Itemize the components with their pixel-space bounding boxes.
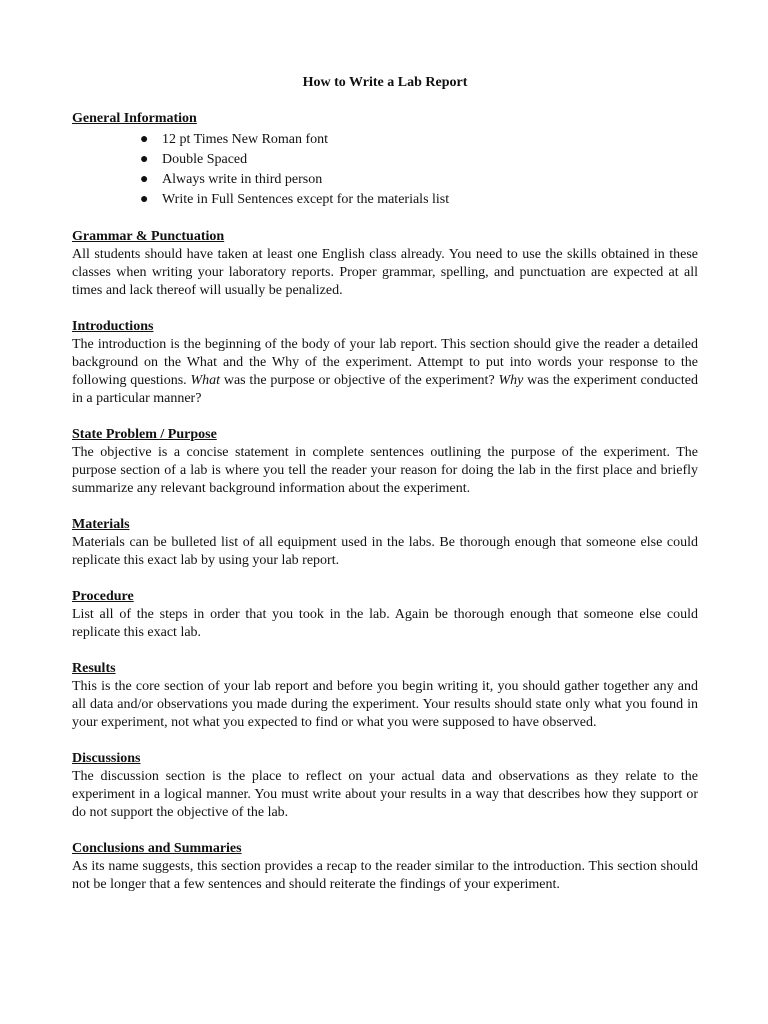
section-heading: Procedure — [72, 589, 134, 604]
bullet-icon: ● — [140, 152, 149, 167]
list-item-text: Double Spaced — [162, 152, 248, 167]
section-heading: Discussions — [72, 751, 141, 766]
section-body: This is the core section of your lab report and before you begin writing it, you should gather together any and all data and/or observations you made during the experiment. Your results should state only what you found in your experiment, not what you expected to find or what you were supposed to have observed. — [72, 679, 698, 730]
bullet-icon: ● — [140, 192, 149, 207]
section-state-problem — [72, 426, 698, 498]
body-text: was the experiment conducted in a particular manner? — [72, 373, 698, 406]
section-body: The objective is a concise statement in complete sentences outlining the purpose of the experiment. The purpose section of a lab is where you tell the reader your reason for doing the lab in the first place and briefly summarize any relevant background information about the experiment. — [72, 445, 698, 496]
body-text: The introduction is the beginning of the body of your lab report. This section should give the reader a detailed background on the What and the Why of the experiment. Attempt to put into words your response to the following questions. — [72, 337, 698, 388]
emphasis-why: Why — [498, 373, 524, 388]
section-discussions — [72, 750, 698, 822]
section-materials — [72, 516, 698, 570]
section-grammar-punctuation — [72, 228, 698, 300]
section-introductions — [72, 318, 698, 408]
section-general-information — [72, 110, 698, 210]
section-heading: Grammar & Punctuation — [72, 229, 225, 244]
list-item — [140, 130, 698, 150]
section-body: List all of the steps in order that you took in the lab. Again be thorough enough that someone else could replicate this exact lab. — [72, 607, 698, 640]
list-item — [140, 170, 698, 190]
section-body: The discussion section is the place to reflect on your actual data and observations as they relate to the experiment in a logical manner. You must write about your results in a way that describes how they support or do not support the objective of the lab. — [72, 769, 698, 820]
document-title: How to Write a Lab Report — [302, 75, 468, 90]
list-item-text: Always write in third person — [162, 172, 323, 187]
list-item — [140, 190, 698, 210]
section-heading: Conclusions and Summaries — [72, 841, 242, 856]
list-item-text: 12 pt Times New Roman font — [162, 132, 329, 147]
section-body — [72, 336, 698, 408]
body-text: was the purpose or objective of the experiment? — [220, 373, 499, 388]
section-results — [72, 660, 698, 732]
section-body: As its name suggests, this section provides a recap to the reader similar to the introduction. This section should not be longer that a few sentences and should reiterate the findings of your experiment. — [72, 859, 698, 892]
section-body: All students should have taken at least one English class already. You need to use the skills obtained in these classes when writing your laboratory reports. Proper grammar, spelling, and punctuation are expected at all times and lack thereof will usually be penalized. — [72, 247, 698, 298]
section-procedure — [72, 588, 698, 642]
section-conclusions — [72, 840, 698, 894]
list-item — [140, 150, 698, 170]
section-heading: Introductions — [72, 319, 154, 334]
emphasis-what: What — [190, 373, 221, 388]
list-item-text: Write in Full Sentences except for the materials list — [162, 192, 450, 207]
bullet-icon: ● — [140, 172, 149, 187]
section-body: Materials can be bulleted list of all equipment used in the labs. Be thorough enough that someone else could replicate this exact lab by using your lab report. — [72, 535, 698, 568]
bullet-list — [72, 130, 698, 210]
section-heading: Results — [72, 661, 116, 676]
section-heading: Materials — [72, 517, 130, 532]
bullet-icon: ● — [140, 132, 149, 147]
section-heading: General Information — [72, 111, 197, 126]
section-heading: State Problem / Purpose — [72, 427, 217, 442]
